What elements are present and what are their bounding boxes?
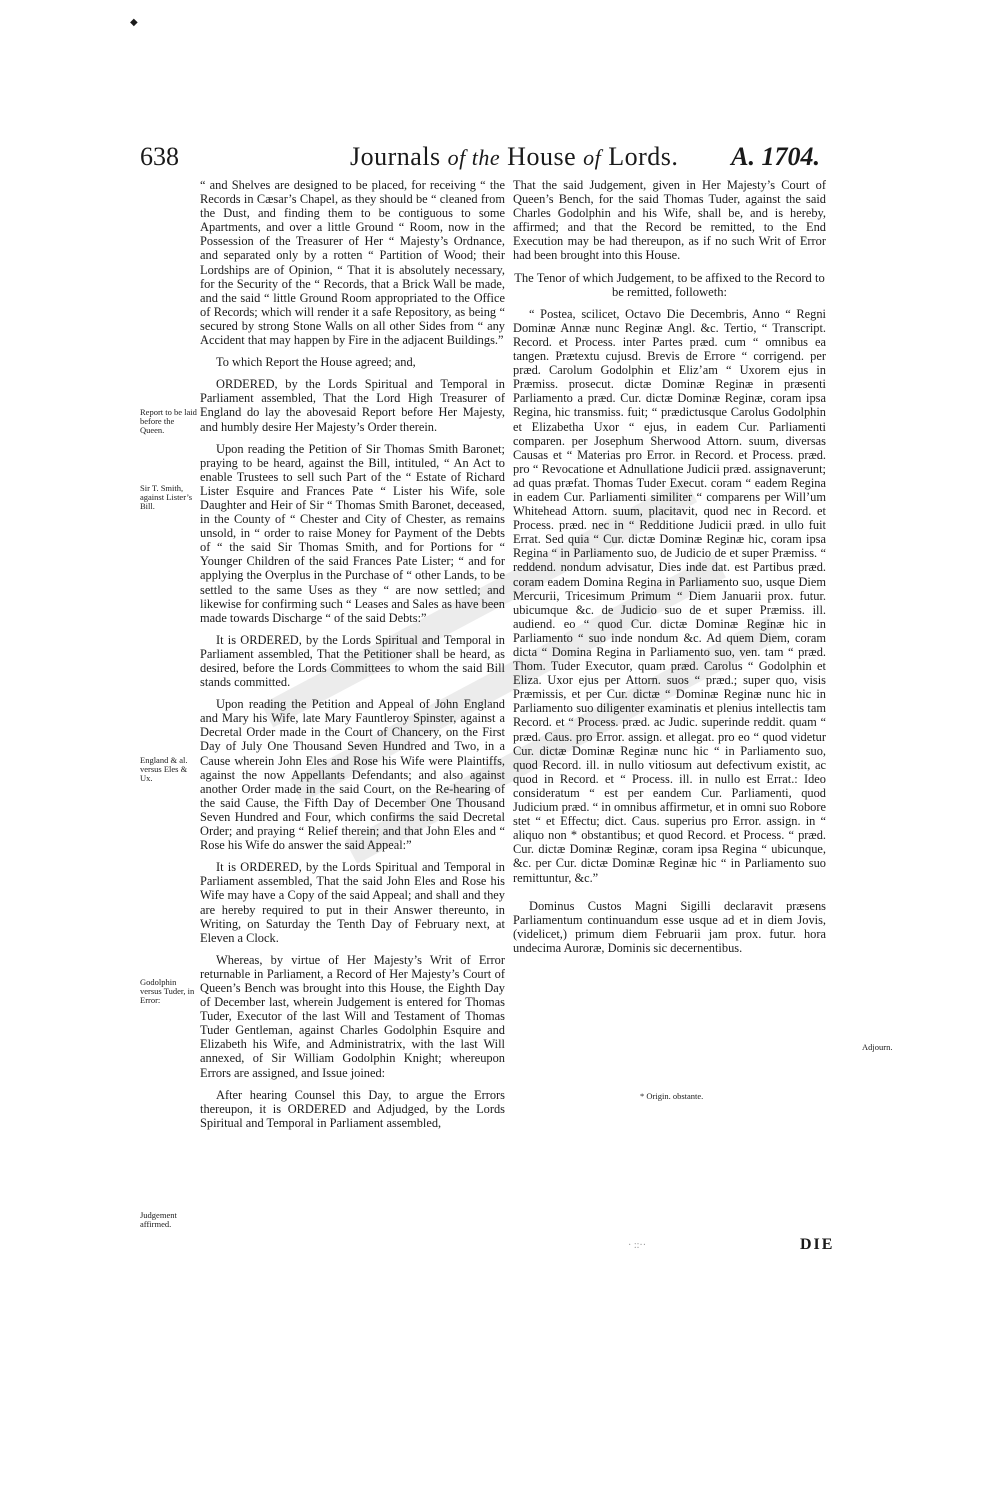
title-lords: Lords. [608, 142, 679, 171]
ink-mark: ◆ [130, 17, 138, 28]
records-report-paragraph: “ and Shelves are designed to be placed, for receiving “ the Records in Cæsar’s Chapel, as they should be “ cleaned from the Dust, and finding them to be contiguous to some Apartments, and over a little Ground “ Room, now in the Possession of the Treasurer of Her “ Majesty’s Ordnance, and separated only by a rotten “ Partition of Wood; their Lordships are of Opinion, “ That it is absolutely necessary, for the Security of the “ Records, that a Brick Wall be made, and the said “ little Ground Room appropriated to the Office of Records; which will render it a safe Repository, as being “ secured by strong Stone Walls on all other Sides from “ any Accident that may happen by Fire in the adjacent Buildings.” [200, 178, 505, 348]
page-number: 638 [140, 142, 179, 171]
margin-note-godolphin: Godolphin versus Tuder, in Error: [140, 977, 195, 1005]
judgement-affirmed-paragraph: After hearing Counsel this Day, to argue the Errors thereupon, it is ORDERED and Adjudged, by the Lords Spiritual and Temporal in Parliament assembled, [200, 1087, 505, 1130]
godolphin-writ-paragraph: Whereas, by virtue of Her Majesty’s Writ of Error returnable in Parliament, a Record of Her Majesty’s Court of Queen’s Bench was brought into this House, the Eighth Day of December last, wherein Judgement is entered for Thomas Tuder, Executor of the last Will and Testament of Thomas Tuder Gentleman, against Charles Godolphin Esquire and Elizabeth his Wife, and Administratrix, with the last Will annexed, of Sir William Godolphin Knight; whereupon Errors are assigned, and Issue joined: [200, 952, 505, 1080]
title-of-the: of the [447, 145, 501, 170]
report-agreed-paragraph: To which Report the House agreed; and, [216, 355, 416, 370]
running-title [350, 142, 678, 172]
catchword: DIE [800, 1236, 835, 1253]
smith-petition-paragraph: Upon reading the Petition of Sir Thomas Smith Baronet; praying to be heard, against the Bill, intituled, “ An Act to enable Trustees to sell such Part of the “ Estate of Richard Lister Esquire and Frances Pate “ Lister his Wife, sole Daughter and Heir of Sir “ Thomas Smith Baronet, deceased, in the County of “ Chester and City of Chester, as remains unsold, in “ order to raise Money for Payment of the Debts of “ the said Sir Thomas Smith, and for Portions for “ Younger Children of the said Frances Pate Lister; “ and for applying the Overplus in the Purchase of “ other Lands, to be settled to the same Uses as they “ are now settled; and likewise for confirming such “ Leases and Sales as have been made towards Discharge “ of the said Debts:” [200, 441, 505, 625]
smith-order-paragraph: It is ORDERED, by the Lords Spiritual and Temporal in Parliament assembled, That the Petitioner shall be heard, as desired, before the Lords Committees to whom the said Bill stands committed. [200, 632, 505, 690]
adjournment-paragraph: Dominus Custos Magni Sigilli declaravit præsens Parliamentum continuandum esse usque ad et in diem Jovis, (videlicet,) primum diem Februarii jam prox. futur. hora undecima Auroræ, Dominis sic decernentibus. [513, 898, 826, 955]
title-of: of [583, 145, 602, 170]
judgement-continuation-paragraph: That the said Judgement, given in Her Majesty’s Court of Queen’s Bench, for the said Thomas Tuder, against the said Charles Godolphin and his Wife, shall be, and is hereby, affirmed; and that the Record be remitted, to the End Execution may be had thereupon, as if no such Writ of Error had been brought into this House. [513, 178, 826, 263]
england-order-paragraph: It is ORDERED, by the Lords Spiritual and Temporal in Parliament assembled, That the said John Eles and Rose his Wife may have a Copy of the said Appeal; and shall and they are hereby required to put in their Answer thereunto, in Writing, on Saturday the Tenth Day of February next, at Eleven a Clock. [200, 860, 505, 945]
latin-record-paragraph: “ Postea, scilicet, Octavo Die Decembris, Anno “ Regni Dominæ Annæ nunc Reginæ Angl. &c. Tertio, “ Transcript. Record. et Process. inter Partes præd. cum “ omnibus ea tangen. Prætextu cujusd. Brevis de Errore “ corrigend. per præd. Carolum Godolphin et Eliz’am “ Uxorem ejus in Præmiss. prosecut. dictæ Dominæ Reginæ in præsenti Parliamento a præd. Cur. dictæ Dominæ Reginæ, coram ipsa Regina, hic transmiss. fuit; “ prædictusque Carolus Godolphin et Elizabetha Uxor “ ejus, in eadem Cur. Parliamenti comparen. per Josephum Sherwood Attorn. suum, diversas Causas et “ Materias pro Error. in Record. et Process. præd. pro “ Revocatione et Adnullatione Judicii præd. assignaverunt; ad quas præfat. Thomas Tuder Execut. coram “ eadem Regina in eadem Cur. Parliamenti similiter “ comparens per Will’um Whitehead Attorn. suum, placitavit, quod nec in Record. et Process. præd. nec in “ Redditione Judicii præd. in ullo fuit Errat. Sed quia “ Cur. dictæ Dominæ Reginæ hic, coram ipsa Regina “ in Parliamento suo, de Judicio de et super Præmiss. “ reddend. nondum advisatur, Dies inde dat. est Partibus præd. coram eadem Domina Regina in Parliamento suo, usque Diem Mercurii, Tricesimum Primum “ Diem Januarii prox. futur. ubicumque &c. de Judicio suo de et super Præmiss. ill. audiend. eo “ quod Cur. dictæ Dominæ Reginæ hic in Parliamento “ suo inde nondum &c. Ad quem Diem, coram dicta “ Domina Regina in Parliamento suo, ven. tam “ præd. Thom. Tuder Executor, quam præd. Carolus “ Godolphin et Eliza. Uxor ejus per Attorn. suos “ præd.; super quo, visis Præmissis, et per Cur. dictæ “ Dominæ Reginæ nunc hic in Parliamento suo diligenter examinatis et plenius intellectis tam Record. et “ Process. præd. ac Judic. superinde reddit. quam “ præd. Caus. pro Error. assign. et allegat. pro eo “ quod videtur Cur. dictæ Dominæ Reginæ nunc hic “ in Parliamento suo, quod Record. ill. in nullo vitiosum aut defectivum existit, ac quod in Record. et “ Process. ill. in nullo est Errat.: Ideo consideratum “ est per eandem Cur. Parliamenti, quod Judicium præd. “ in omnibus affirmetur, et in omni suo Robore stet “ et Effectu; dict. Caus. superius pro Error. assign. in “ aliquo non * obstantibus; et quod Record. et Process. “ præd. Cur. dictæ Dominæ Reginæ, coram ipsa Regina “ ubicunque, &c. per Cur. dictæ Dominæ Reginæ hic “ in Parliamento suo remittuntur, &c.” [513, 306, 826, 885]
margin-note-report: Report to be laid before the Queen. [140, 407, 197, 435]
england-appeal-paragraph: Upon reading the Petition and Appeal of John England and Mary his Wife, late Mary Fauntleroy Spinster, against a Decretal Order made in the Court of Chancery, on the First Day of July One Thousand Seven Hundred and Two, in a Cause wherein John Eles and Rose his Wife were Plaintiffs, against the now Appellants Defendants; and also against another Order made in the said Court, on the Re-hearing of the said Cause, the Fifth Day of December One Thousand Seven Hundred and Four, which confirms the said Decretal Order; and praying “ Relief therein; and that John Eles and “ Rose his Wife do answer the said Appeal:” [200, 697, 505, 853]
title-journals: Journals [350, 142, 441, 171]
title-house: House [507, 142, 577, 171]
ink-smudge: · ::·· [628, 1240, 647, 1251]
margin-note-england: England & al. versus Eles & Ux. [140, 755, 188, 783]
left-column [200, 178, 505, 1138]
right-column [513, 178, 826, 963]
year: A. 1704. [731, 142, 820, 171]
margin-note-adjourn: Adjourn. [862, 1042, 893, 1052]
margin-note-judgement: Judgement affirmed. [140, 1210, 177, 1229]
footnote: * Origin. obstante. [640, 1091, 704, 1101]
tenor-heading: The Tenor of which Judgement, to be affixed to the Record to be remitted, followeth: [514, 270, 825, 299]
margin-note-smith: Sir T. Smith, against Lister’s Bill. [140, 483, 193, 511]
page-header [140, 142, 820, 178]
order-report-queen-paragraph: ORDERED, by the Lords Spiritual and Temporal in Parliament assembled, That the Lord High Treasurer of England do lay the abovesaid Report before Her Majesty, and humbly desire Her Majesty’s Order therein. [200, 377, 505, 434]
